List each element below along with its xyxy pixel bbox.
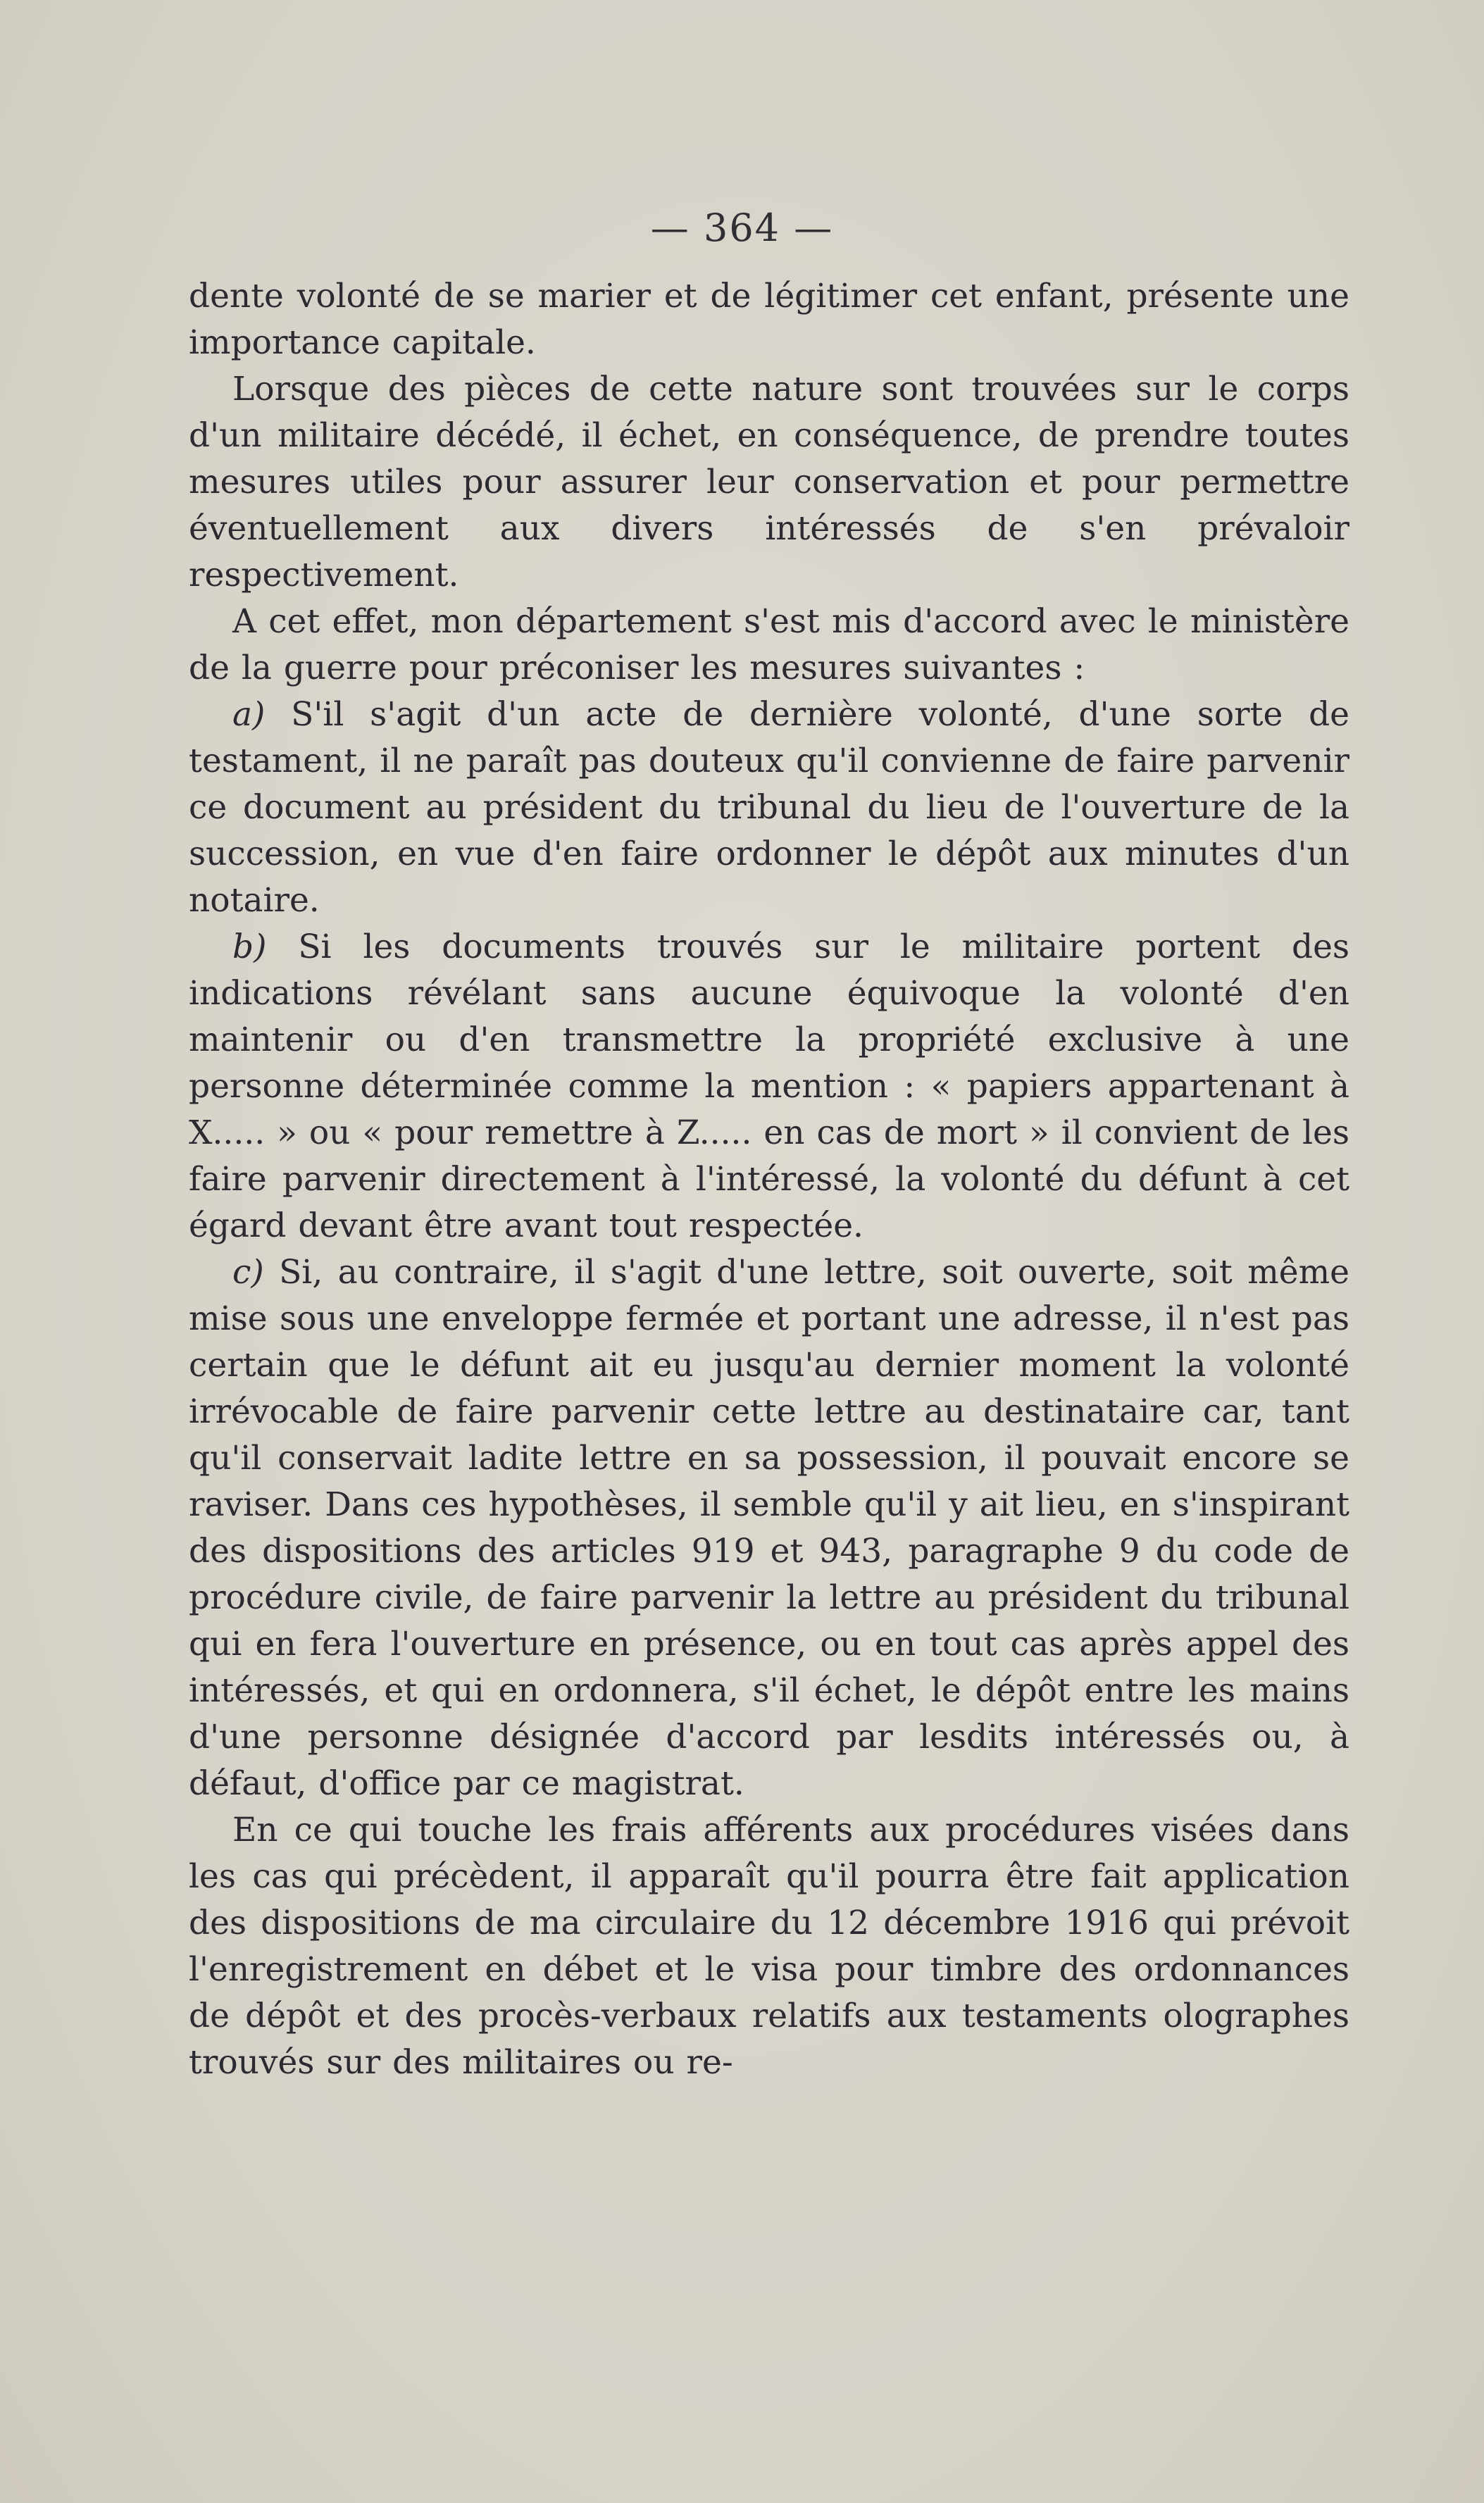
paragraph-text: Si les documents trouvés sur le militaire portent des indications révélant sans aucune équivoque la volonté d'en maintenir ou d'en transmettre la propriété exclusive à une personne déterminée comme la mention : « papiers appartenant à X..... » ou « pour remettre à Z..... en cas de mort » il convient de les faire parvenir directement à l'intéressé, la volonté du défunt à cet égard devant être avant tout respectée. bbox=[189, 928, 1349, 1245]
paragraph-text: S'il s'agit d'un acte de dernière volonté, d'une sorte de testament, il ne paraît pas douteux qu'il convienne de faire parvenir ce document au président du tribunal du lieu de l'ouverture de la succession, en vue d'en faire ordonner le dépôt aux minutes d'un notaire. bbox=[189, 695, 1349, 920]
page-number-header: — 364 — bbox=[650, 206, 834, 250]
paragraph-text: Si, au contraire, il s'agit d'une lettre, soit ouverte, soit même mise sous une enveloppe fermée et portant une adresse, il n'est pas certain que le défunt ait eu jusqu'au dernier moment la volonté irrévocable de faire parvenir cette lettre au destinataire car, tant qu'il conservait ladite lettre en sa possession, il pouvait encore se raviser. Dans ces hypothèses, il semble qu'il y ait lieu, en s'inspirant des dispositions des articles 919 et 943, paragraphe 9 du code de procédure civile, de faire parvenir la lettre au président du tribunal qui en fera l'ouverture en présence, ou en tout cas après appel des intéressés, et qui en ordonnera, s'il échet, le dépôt entre les mains d'une personne désignée d'accord par lesdits intéressés ou, à défaut, d'office par ce magistrat. bbox=[189, 1253, 1349, 1803]
body-text bbox=[189, 273, 1349, 2086]
item-label: b) bbox=[232, 928, 267, 966]
paragraph-continued bbox=[189, 273, 1349, 366]
list-item-b bbox=[189, 924, 1349, 1249]
paragraph-text: A cet effet, mon département s'est mis d'accord avec le ministère de la guerre pour préconiser les mesures suivantes : bbox=[189, 602, 1349, 687]
paragraph-text: dente volonté de se marier et de légitimer cet enfant, présente une importance capitale. bbox=[189, 277, 1349, 362]
paragraph bbox=[189, 599, 1349, 692]
paragraph-text: En ce qui touche les frais afférents aux procédures visées dans les cas qui précèdent, il apparaît qu'il pourra être fait application des dispositions de ma circulaire du 12 décembre 1916 qui prévoit l'enregistrement en débet et le visa pour timbre des ordonnances de dépôt et des procès-verbaux relatifs aux testaments olographes trouvés sur des militaires ou re- bbox=[189, 1811, 1349, 2082]
list-item-a bbox=[189, 692, 1349, 924]
list-item-c bbox=[189, 1249, 1349, 1807]
paragraph bbox=[189, 366, 1349, 599]
paragraph-text: Lorsque des pièces de cette nature sont trouvées sur le corps d'un militaire décédé, il échet, en conséquence, de prendre toutes mesures utiles pour assurer leur conservation et pour permettre éventuellement aux divers intéressés de s'en prévaloir respectivement. bbox=[189, 370, 1349, 594]
item-label: a) bbox=[232, 695, 266, 734]
paragraph bbox=[189, 1807, 1349, 2086]
item-label: c) bbox=[232, 1253, 264, 1292]
